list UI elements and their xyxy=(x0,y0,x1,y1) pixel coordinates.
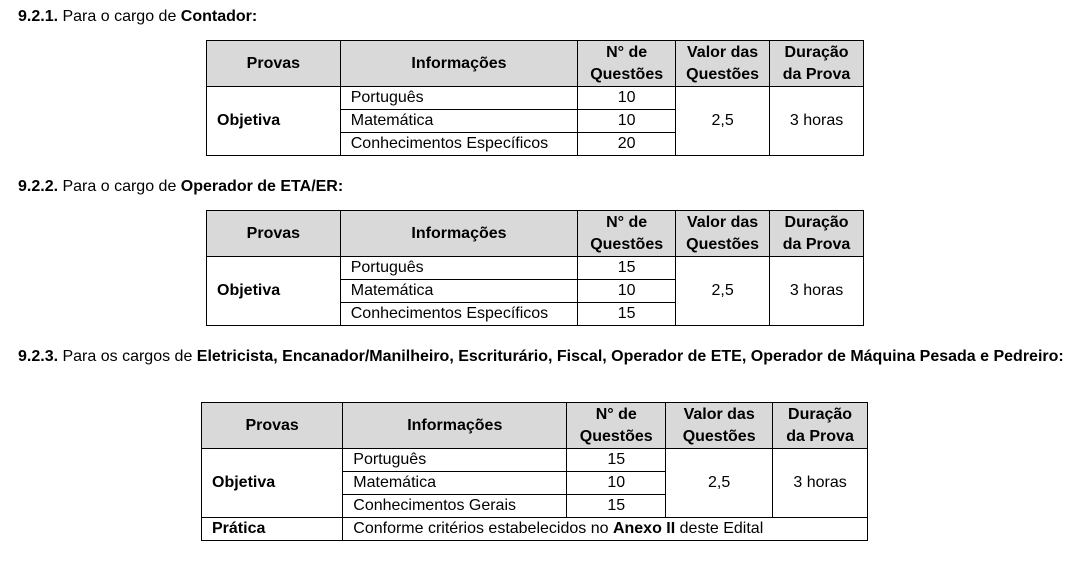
header-provas: Provas xyxy=(207,211,341,257)
section-prefix: Para o cargo de xyxy=(62,178,177,195)
header-num-questoes: N° de Questões xyxy=(567,403,666,449)
section-number: 9.2.1. xyxy=(18,8,59,25)
header-duracao: Duração da Prova xyxy=(773,403,868,449)
num-cell: 20 xyxy=(578,133,676,156)
header-valor-questoes: Valor das Questões xyxy=(676,211,770,257)
section-heading-9-2-2 xyxy=(18,176,343,198)
info-cell: Matemática xyxy=(340,280,577,303)
prova-type: Objetiva xyxy=(207,87,341,156)
duracao-cell: 3 horas xyxy=(773,449,868,518)
valor-cell: 2,5 xyxy=(666,449,773,518)
pratica-description: Conforme critérios estabelecidos no Anexo II deste Edital xyxy=(343,518,868,541)
info-cell: Português xyxy=(340,257,577,280)
header-valor-questoes: Valor das Questões xyxy=(676,41,770,87)
num-cell: 15 xyxy=(578,303,676,326)
header-duracao: Duração da Prova xyxy=(770,211,864,257)
provas-table-contador xyxy=(206,40,864,156)
info-cell: Matemática xyxy=(340,110,577,133)
section-prefix: Para o cargo de xyxy=(62,8,177,25)
header-informacoes: Informações xyxy=(340,41,577,87)
section-cargo: Contador: xyxy=(180,8,258,25)
prova-type-pratica: Prática xyxy=(202,518,343,541)
info-cell: Português xyxy=(340,87,577,110)
header-num-questoes: N° de Questões xyxy=(578,211,676,257)
info-cell: Português xyxy=(343,449,567,472)
num-cell: 10 xyxy=(578,280,676,303)
section-number: 9.2.2. xyxy=(18,178,59,195)
section-cargo: Eletricista, Encanador/Manilheiro, Escriturário, Fiscal, Operador de ETE, Operador de Máquina Pesada e Pedreiro: xyxy=(196,348,1064,365)
header-duracao: Duração da Prova xyxy=(770,41,864,87)
section-number: 9.2.3. xyxy=(18,348,59,365)
duracao-cell: 3 horas xyxy=(770,257,864,326)
prova-type: Objetiva xyxy=(207,257,341,326)
provas-table-operador-eta xyxy=(206,210,864,326)
num-cell: 10 xyxy=(567,472,666,495)
num-cell: 15 xyxy=(567,495,666,518)
header-num-questoes: N° de Questões xyxy=(578,41,676,87)
info-cell: Matemática xyxy=(343,472,567,495)
info-cell: Conhecimentos Gerais xyxy=(343,495,567,518)
section-cargo: Operador de ETA/ER: xyxy=(180,178,344,195)
num-cell: 10 xyxy=(578,87,676,110)
header-provas: Provas xyxy=(202,403,343,449)
valor-cell: 2,5 xyxy=(676,257,770,326)
info-cell: Conhecimentos Específicos xyxy=(340,303,577,326)
section-heading-9-2-3 xyxy=(18,346,1082,368)
num-cell: 15 xyxy=(578,257,676,280)
prova-type: Objetiva xyxy=(202,449,343,518)
header-provas: Provas xyxy=(207,41,341,87)
num-cell: 10 xyxy=(578,110,676,133)
section-heading-9-2-1 xyxy=(18,6,257,28)
section-prefix: Para os cargos de xyxy=(62,348,193,365)
num-cell: 15 xyxy=(567,449,666,472)
provas-table-demais-cargos xyxy=(201,402,868,541)
info-cell: Conhecimentos Específicos xyxy=(340,133,577,156)
header-valor-questoes: Valor das Questões xyxy=(666,403,773,449)
header-informacoes: Informações xyxy=(343,403,567,449)
valor-cell: 2,5 xyxy=(676,87,770,156)
header-informacoes: Informações xyxy=(340,211,577,257)
duracao-cell: 3 horas xyxy=(770,87,864,156)
